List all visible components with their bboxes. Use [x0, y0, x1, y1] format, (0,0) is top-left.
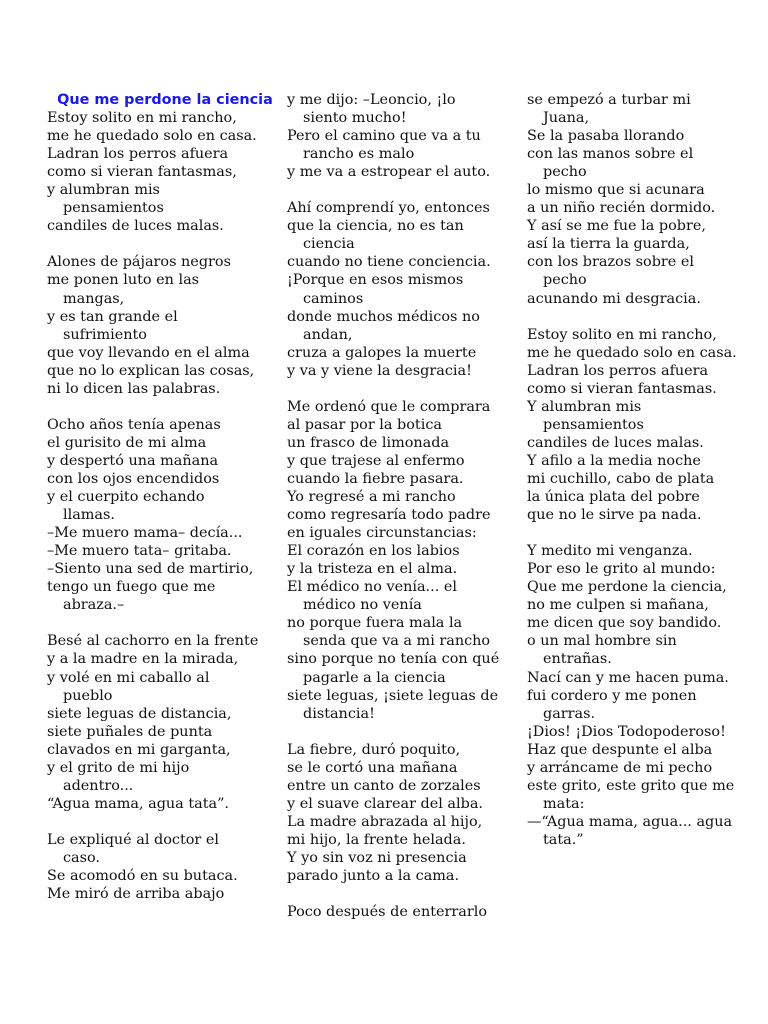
poem-line: –Me muero mama– decía... [47, 525, 243, 542]
poem-line: fui cordero y me ponen [527, 687, 697, 704]
stanza-break [47, 398, 273, 416]
poem-line: clavados en mi garganta, [47, 741, 231, 758]
stanza-break [47, 813, 273, 831]
poem-line: se empezó a turbar mi [527, 92, 691, 108]
poem-line: Estoy solito en mi rancho, [527, 326, 717, 343]
poem-line: ni lo dicen las palabras. [47, 380, 221, 397]
poem-line-continuation: tata.” [543, 831, 584, 848]
poem-line: en iguales circunstancias: [287, 525, 477, 542]
poem-line-continuation: médico no venía [303, 597, 422, 614]
poem-line: ¡Dios! ¡Dios Todopoderoso! [527, 723, 726, 740]
poem-line: no me culpen si mañana, [527, 597, 709, 614]
poem-line: y me dijo: –Leoncio, ¡lo [287, 92, 456, 108]
poem-line: y alumbran mis [47, 182, 160, 199]
poem-line: sino porque no tenía con qué [287, 651, 500, 668]
poem-line: Haz que despunte el alba [527, 741, 713, 758]
poem-line-continuation: caso. [63, 849, 101, 866]
stanza-break [287, 181, 513, 199]
poem-line: me he quedado solo en casa. [47, 128, 257, 145]
poem-line: un frasco de limonada [287, 434, 450, 451]
poem-line: acunando mi desgracia. [527, 290, 701, 307]
poem-line: Nací can y me hacen puma. [527, 669, 729, 686]
poem-line: Ahí comprendí yo, entonces [287, 200, 490, 217]
poem-line: y el suave clarear del alba. [287, 795, 483, 812]
poem-line: y a la madre en la mirada, [47, 651, 239, 668]
poem-title: Que me perdone la ciencia [57, 92, 273, 108]
poem-line: Me miró de arriba abajo [47, 886, 225, 903]
poem-line: Poco después de enterrarlo [287, 904, 487, 921]
poem-line: este grito, este grito que me [527, 777, 735, 794]
poem-line: Y yo sin voz ni presencia [287, 849, 467, 866]
poem-line-continuation: abraza.– [63, 597, 125, 614]
poem-line: siete leguas, ¡siete leguas de [287, 687, 499, 704]
stanza-break [287, 885, 513, 903]
poem-line: me ponen luto en las [47, 272, 200, 289]
poem-line: El médico no venía... el [287, 579, 457, 596]
stanza-break [527, 524, 753, 542]
stanza-break [287, 723, 513, 741]
poem-line-continuation: entrañas. [543, 651, 612, 668]
poem-line: –Me muero tata– gritaba. [47, 543, 232, 560]
poem-line: Se la pasaba llorando [527, 128, 685, 145]
poem-line: Me ordenó que le comprara [287, 398, 491, 415]
poem-line-continuation: mangas, [63, 290, 125, 307]
poem-line: Yo regresé a mi rancho [287, 489, 456, 506]
poem-line: como regresaría todo padre [287, 507, 491, 524]
stanza-break [287, 380, 513, 398]
poem-line: y me va a estropear el auto. [287, 164, 491, 181]
poem-line: como si vieran fantasmas, [47, 164, 237, 181]
poem-line: siete puñales de punta [47, 723, 213, 740]
poem-line-continuation: pensamientos [63, 200, 164, 217]
poem-line: cuando la fiebre pasara. [287, 470, 464, 487]
poem-line: como si vieran fantasmas. [527, 380, 717, 397]
poem-line: La madre abrazada al hijo, [287, 813, 483, 830]
poem-line: con los brazos sobre el [527, 254, 695, 271]
poem-line: y despertó una mañana [47, 452, 219, 469]
poem-line: al pasar por la botica [287, 416, 442, 433]
poem-line: con las manos sobre el [527, 146, 694, 163]
poem-line-continuation: adentro... [63, 777, 134, 794]
poem-line: La fiebre, duró poquito, [287, 741, 461, 758]
poem-line: cuando no tiene conciencia. [287, 254, 491, 271]
poem-line-continuation: Juana, [543, 110, 590, 127]
poem-line-continuation: sufrimiento [63, 326, 147, 343]
poem-column-2 [287, 91, 513, 921]
poem-line: y va y viene la desgracia! [287, 362, 472, 379]
poem-line: y volé en mi caballo al [47, 669, 210, 686]
poem-line-continuation: senda que va a mi rancho [303, 633, 491, 650]
poem-line: el gurisito de mi alma [47, 434, 207, 451]
poem-line: me dicen que soy bandido. [527, 615, 722, 632]
poem-line: o un mal hombre sin [527, 633, 677, 650]
poem-line: que la ciencia, no es tan [287, 218, 464, 235]
poem-line: Besé al cachorro en la frente [47, 633, 259, 650]
poem-line: Se acomodó en su butaca. [47, 868, 238, 885]
poem-line-continuation: distancia! [303, 705, 375, 722]
stanza-break [527, 308, 753, 326]
poem-line: que voy llevando en el alma [47, 344, 250, 361]
poem-line-continuation: garras. [543, 705, 596, 722]
poem-line: a un niño recién dormido. [527, 200, 716, 217]
poem-line-continuation: pueblo [63, 687, 113, 704]
poem-line: donde muchos médicos no [287, 308, 480, 325]
poem-line: Que me perdone la ciencia, [527, 579, 727, 596]
stanza-break [47, 235, 273, 253]
poem-line: y la tristeza en el alma. [287, 561, 458, 578]
poem-line-continuation: caminos [303, 290, 364, 307]
poem-line-continuation: pagarle a la ciencia [303, 669, 446, 686]
poem-line: Le expliqué al doctor el [47, 831, 219, 848]
poem-line: El corazón en los labios [287, 543, 460, 560]
poem-line-continuation: llamas. [63, 507, 115, 524]
poem-line: lo mismo que si acunara [527, 182, 705, 199]
poem-line: ¡Porque en esos mismos [287, 272, 464, 289]
poem-line: que no lo explican las cosas, [47, 362, 255, 379]
poem-line: Y afilo a la media noche [527, 452, 701, 469]
poem-line: Estoy solito en mi rancho, [47, 110, 237, 127]
poem-line: cruza a galopes la muerte [287, 344, 477, 361]
poem-line: mi cuchillo, cabo de plata [527, 470, 715, 487]
poem-line: no porque fuera mala la [287, 615, 463, 632]
poem-line: con los ojos encendidos [47, 470, 220, 487]
poem-line: —“Agua mama, agua... agua [527, 813, 733, 830]
poem-line: “Agua mama, agua tata”. [47, 795, 229, 812]
poem-line-continuation: mata: [543, 795, 585, 812]
poem-line-continuation: pensamientos [543, 416, 644, 433]
poem-line: Ladran los perros afuera [527, 362, 709, 379]
poem-line: siete leguas de distancia, [47, 705, 232, 722]
poem-line: y es tan grande el [47, 308, 178, 325]
poem-line: y arráncame de mi pecho [527, 759, 713, 776]
poem-line: Y medito mi venganza. [527, 543, 693, 560]
poem-line: se le cortó una mañana [287, 759, 458, 776]
poem-line-continuation: rancho es malo [303, 146, 415, 163]
poem-line: así la tierra la guarda, [527, 236, 690, 253]
poem-line: entre un canto de zorzales [287, 777, 481, 794]
poem-line: candiles de luces malas. [47, 218, 224, 235]
poem-line: Ladran los perros afuera [47, 146, 229, 163]
poem-line: tengo un fuego que me [47, 579, 216, 596]
poem-line: que no le sirve pa nada. [527, 507, 702, 524]
poem-line-continuation: pecho [543, 272, 587, 289]
poem-column-3 [527, 91, 753, 849]
poem-column-1 [47, 91, 273, 903]
poem-line: y que trajese al enfermo [287, 452, 465, 469]
poem-line: Ocho años tenía apenas [47, 416, 221, 433]
poem-line: la única plata del pobre [527, 489, 700, 506]
poem-line: me he quedado solo en casa. [527, 344, 737, 361]
poem-line: Y así se me fue la pobre, [527, 218, 706, 235]
poem-line: candiles de luces malas. [527, 434, 704, 451]
poem-line: Alones de pájaros negros [47, 254, 231, 271]
poem-line: y el grito de mi hijo [47, 759, 190, 776]
poem-line: Y alumbran mis [527, 398, 642, 415]
poem-line-continuation: andan, [303, 326, 353, 343]
stanza-break [47, 614, 273, 632]
poem-line-continuation: ciencia [303, 236, 355, 253]
poem-line: parado junto a la cama. [287, 868, 460, 885]
poem-line: –Siento una sed de martirio, [47, 561, 254, 578]
poem-line-continuation: pecho [543, 164, 587, 181]
poem-line: mi hijo, la frente helada. [287, 831, 466, 848]
poem-line: Pero el camino que va a tu [287, 128, 481, 145]
poem-line: y el cuerpito echando [47, 489, 205, 506]
poem-line: Por eso le grito al mundo: [527, 561, 716, 578]
poem-line-continuation: siento mucho! [303, 110, 407, 127]
